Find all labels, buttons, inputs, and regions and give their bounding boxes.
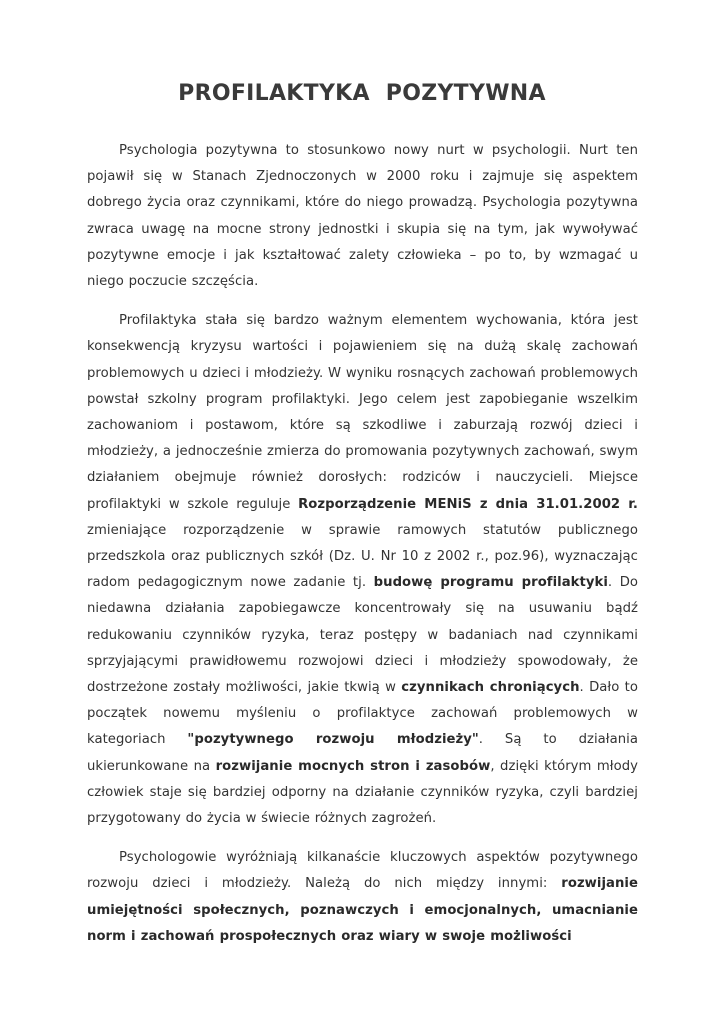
bold-protective-factors: czynnikach chroniących <box>401 680 580 696</box>
paragraph-2-text-4: . Dało to początek nowemu myśleniu o profilaktyce zachowań problemowych w kategoriach <box>87 680 638 748</box>
bold-positive-youth-development: "pozytywnego rozwoju młodzieży" <box>187 732 479 748</box>
paragraph-2-text-3: . Do niedawna działania zapobiegawcze koncentrowały się na usuwaniu bądź redukowaniu czynników ryzyka, teraz postępy w badaniach nad czynnikami sprzyjającymi prawidłowemu rozwojowi dzieci i młodzieży spowodowały, że dostrzeżone zostały możliwości, jakie tkwią w <box>87 575 639 696</box>
paragraph-2 <box>87 308 638 832</box>
bold-key-aspects: rozwijanie umiejętności społecznych, poznawczych i emocjonalnych, umacnianie norm i zachowań prospołecznych oraz wiary w swoje możliwości <box>87 876 638 944</box>
bold-regulation-reference: Rozporządzenie MENiS z dnia 31.01.2002 r. <box>298 496 638 512</box>
paragraph-2-text-6: , dzięki którym młody człowiek staje się bardziej odporny na działanie czynników ryzyka, czyli bardziej przygotowany do życia w świecie różnych zagrożeń. <box>87 758 638 827</box>
bold-strengths-resources: rozwijanie mocnych stron i zasobów <box>215 758 491 774</box>
document-body <box>87 138 638 963</box>
paragraph-1: Psychologia pozytywna to stosunkowo nowy nurt w psychologii. Nurt ten pojawił się w Stanach Zjednoczonych w 2000 roku i zajmuje się aspektem dobrego życia oraz czynnikami, które do niego prowadzą. Psychologia pozytywna zwraca uwagę na mocne strony jednostki i skupia się na tym, jak wywoływać pozytywne emocje i jak kształtować zalety człowieka – po to, by wzmagać u niego poczucie szczęścia. <box>87 143 638 290</box>
paragraph-3-text-1: Psychologowie wyróżniają kilkanaście kluczowych aspektów pozytywnego rozwoju dzieci i młodzieży. Należą do nich między innymi: <box>87 850 638 892</box>
paragraph-2-text-1: Profilaktyka stała się bardzo ważnym elementem wychowania, która jest konsekwencją kryzysu wartości i pojawieniem się na dużą skalę zachowań problemowych u dzieci i młodzieży. W wyniku rosnących zachowań problemowych powstał szkolny program profilaktyki. Jego celem jest zapobieganie wszelkim zachowaniom i postawom, które są szkodliwe i zaburzają rozwój dzieci i młodzieży, a jednocześnie zmierza do promowania pozytywnych zachowań, swym działaniem obejmuje również dorosłych: rodziców i nauczycieli. Miejsce profilaktyki w szkole reguluje <box>87 313 638 512</box>
paragraph-2-text-5: . Są to działania ukierunkowane na <box>87 732 638 774</box>
bold-program-building: budowę programu profilaktyki <box>373 575 608 591</box>
paragraph-3 <box>87 845 638 950</box>
paragraph-2-text-2: zmieniające rozporządzenie w sprawie ramowych statutów publicznego przedszkola oraz publicznych szkół (Dz. U. Nr 10 z 2002 r., poz.96), wyznaczając radom pedagogicznym nowe zadanie tj. <box>87 522 638 591</box>
page-title: PROFILAKTYKA POZYTYWNA <box>178 81 546 106</box>
